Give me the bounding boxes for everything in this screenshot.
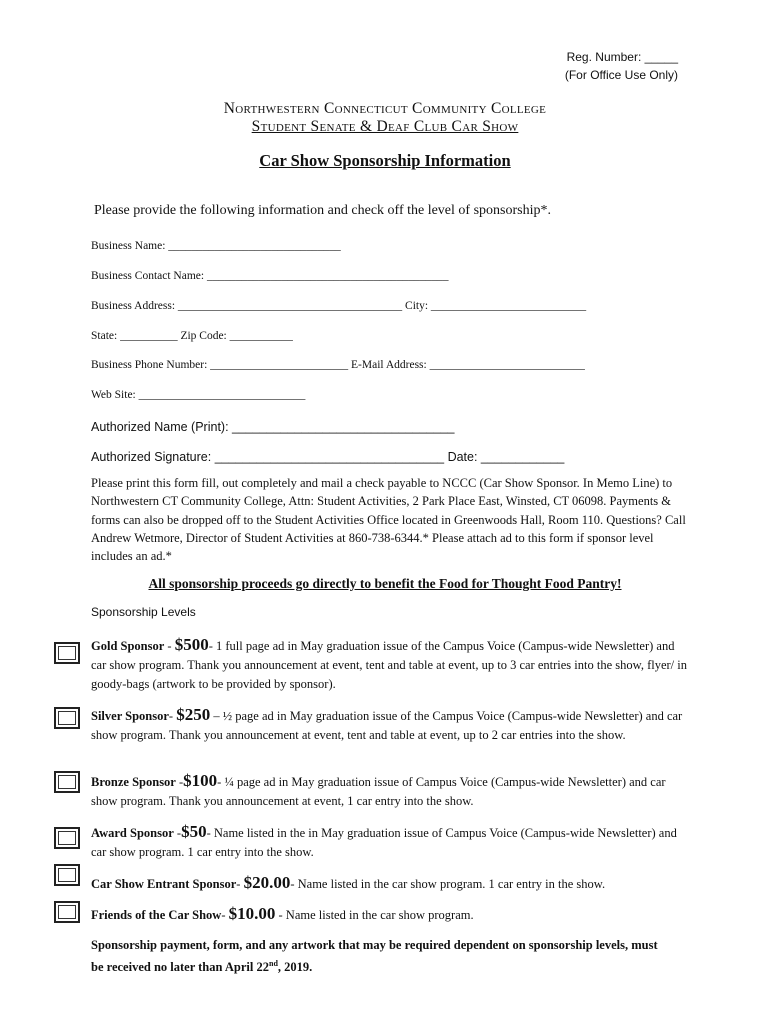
intro-text: Please provide the following information and check off the level of sponsorship*. — [94, 203, 551, 218]
level-bronze — [91, 771, 691, 811]
level-price: $500 — [174, 635, 209, 654]
level-sep: - — [168, 709, 177, 723]
instructions-paragraph: Please print this form fill, out completely and mail a check payable to NCCC (Car Show Sponsor. In Memo Line) to Northwestern CT Community College, Attn: Student Activities, 2 Park Place East, Winsted, CT 06098. Payments & forms can also be dropped off to the Student Activities Office located in Greenwoods Hall, Room 110. Questions? Call Andrew Wetmore, Director of Student Activities at 860-738-6344.* Please attach ad to this form if sponsor level includes an ad.* — [91, 476, 686, 564]
level-price: $10.00 — [228, 904, 276, 923]
silver-checkbox[interactable] — [54, 707, 80, 729]
level-name: Friends of the Car Show — [91, 908, 222, 922]
proceeds-note: All sponsorship proceeds go directly to benefit the Food for Thought Food Pantry! — [148, 576, 622, 591]
business-name-field[interactable]: Business Name: ______________________________ — [91, 240, 341, 252]
level-price: $20.00 — [243, 873, 291, 892]
deadline-note — [91, 936, 671, 976]
contact-name-field[interactable]: Business Contact Name: __________________________________________ — [91, 270, 449, 282]
gold-checkbox[interactable] — [54, 642, 80, 664]
reg-number: Reg. Number: _____ — [566, 50, 678, 64]
award-checkbox[interactable] — [54, 827, 80, 849]
college-name: Northwestern Connecticut Community College — [223, 100, 547, 117]
website-field[interactable]: Web Site: _____________________________ — [91, 389, 306, 401]
level-gold — [91, 635, 691, 694]
phone-email-field[interactable]: Business Phone Number: ________________________ E-Mail Address: ___________________________ — [91, 359, 585, 371]
level-name: Car Show Entrant Sponsor — [91, 877, 237, 891]
authorized-signature-field[interactable]: Authorized Signature: _________________________________ Date: ____________ — [91, 450, 565, 464]
level-price: $250 — [176, 705, 211, 724]
college-header — [0, 100, 770, 136]
deadline-sup: nd — [269, 958, 278, 968]
level-name: Award Sponsor — [91, 826, 174, 840]
level-silver — [91, 705, 691, 745]
state-zip-field[interactable]: State: __________ Zip Code: ___________ — [91, 330, 293, 342]
level-sep: - — [173, 826, 182, 840]
bronze-checkbox[interactable] — [54, 771, 80, 793]
authorized-name-field[interactable]: Authorized Name (Print): ________________________________ — [91, 420, 455, 434]
level-sep: - — [221, 908, 229, 922]
level-name: Bronze Sponsor — [91, 775, 176, 789]
deadline-end: , 2019. — [277, 959, 313, 974]
page-title: Car Show Sponsorship Information — [259, 151, 511, 170]
level-desc: - ¼ page ad in May graduation issue of Campus Voice (Campus-wide Newsletter) and car show program. Thank you announcement at event, 1 car entry into the show. — [91, 775, 666, 808]
level-price: $50 — [181, 822, 207, 841]
level-desc: - 1 full page ad in May graduation issue of the Campus Voice (Campus-wide Newsletter) and car show program. Thank you announcement at event, tent and table at event, up to 3 car entries into the show, flyer/ in goody-bags (artwork to be provided by sponsor). — [91, 639, 687, 691]
level-desc: - Name listed in the car show program. 1 car entry in the show. — [290, 877, 606, 891]
level-name: Silver Sponsor — [91, 709, 169, 723]
level-sep: - — [164, 639, 175, 653]
level-price: $100 — [183, 771, 218, 790]
level-name: Gold Sponsor — [91, 639, 165, 653]
entrant-checkbox[interactable] — [54, 864, 80, 886]
event-name: Student Senate & Deaf Club Car Show — [251, 118, 519, 135]
level-desc: - Name listed in the in May graduation issue of Campus Voice (Campus-wide Newsletter) and car show program. 1 car entry into the show. — [91, 826, 677, 859]
office-use-note: (For Office Use Only) — [564, 68, 678, 82]
level-sep: - — [175, 775, 184, 789]
level-desc: – ½ page ad in May graduation issue of the Campus Voice (Campus-wide Newsletter) and car show program. Thank you announcement at event, tent and table at event, up to 2 car entries into the show. — [91, 709, 683, 742]
levels-heading: Sponsorship Levels — [91, 605, 196, 619]
level-sep: - — [236, 877, 244, 891]
deadline-text: Sponsorship payment, form, and any artwork that may be required dependent on sponsorship levels, must be received no later than April 22 — [91, 938, 658, 974]
level-entrant — [91, 873, 691, 894]
business-address-field[interactable]: Business Address: _______________________________________ City: ___________________________ — [91, 300, 587, 312]
level-award — [91, 822, 691, 862]
level-friends — [91, 904, 691, 925]
office-use-block — [565, 48, 678, 84]
level-desc: - Name listed in the car show program. — [275, 908, 474, 922]
friends-checkbox[interactable] — [54, 901, 80, 923]
